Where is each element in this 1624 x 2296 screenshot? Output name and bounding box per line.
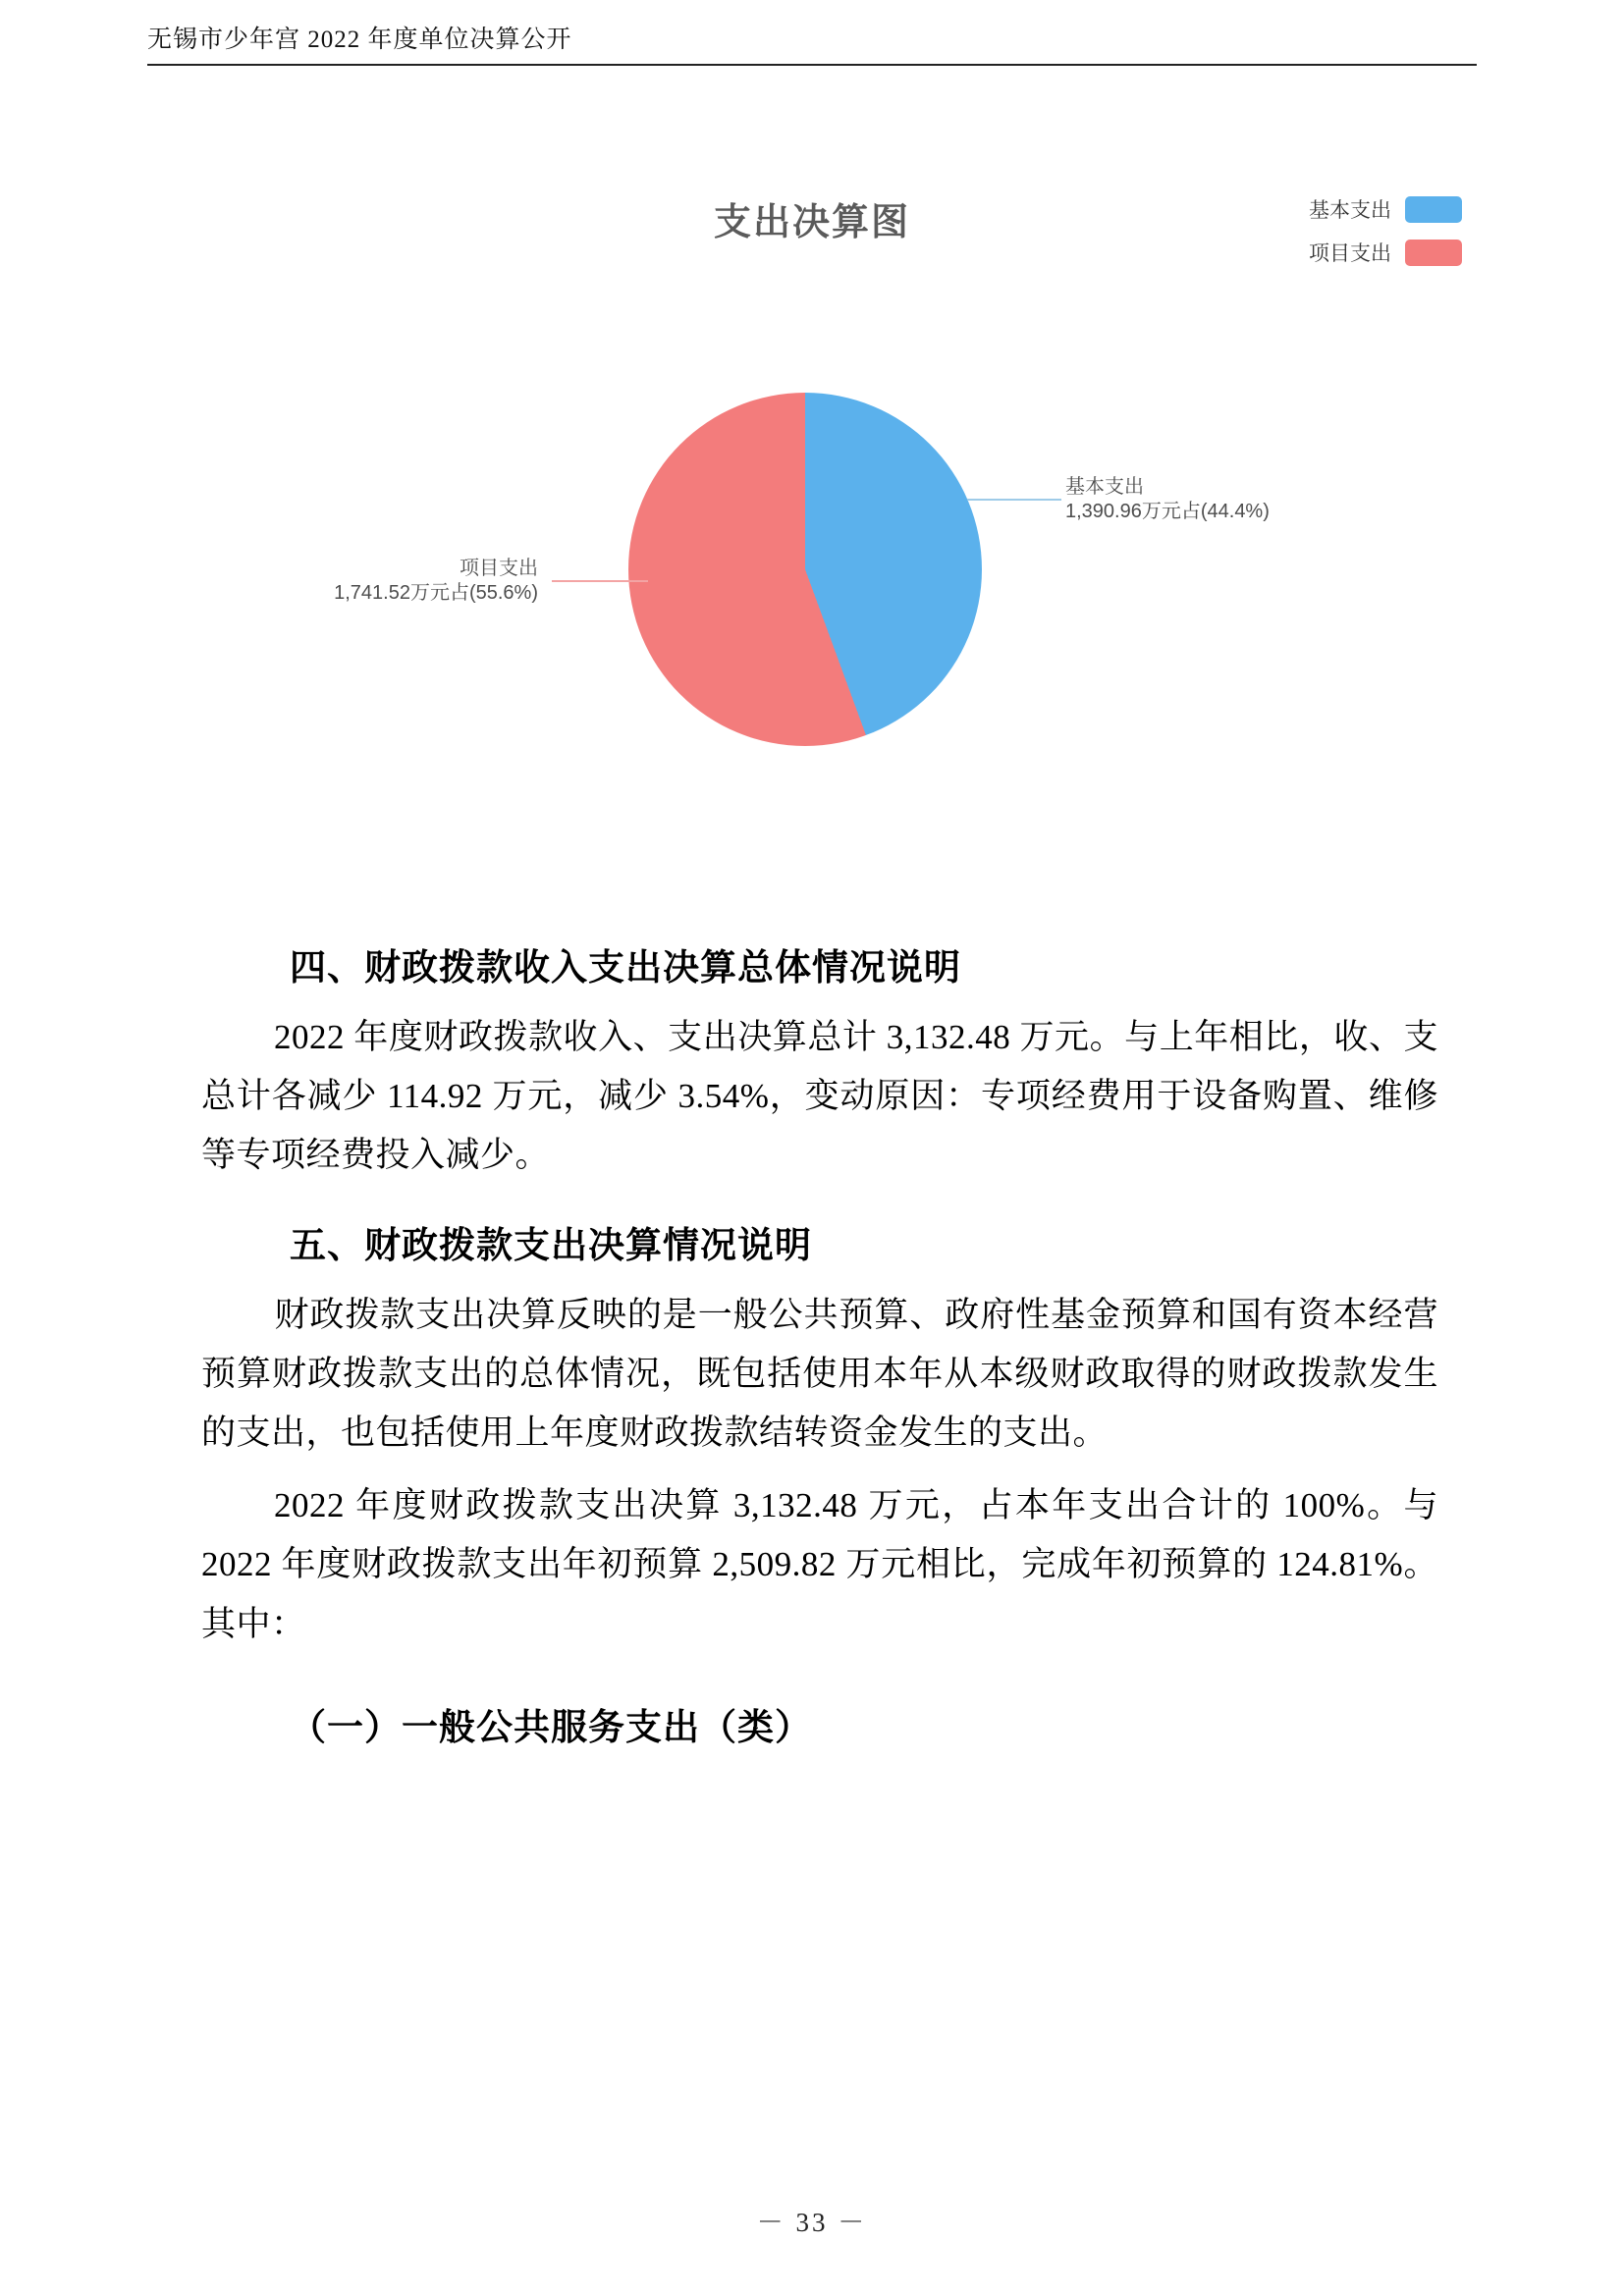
section-4-paragraph-1: [201, 1008, 1438, 1186]
section-heading-5: 五、财政拨款支出决算情况说明: [290, 1225, 812, 1266]
legend-label-basic: 基本支出: [1309, 199, 1391, 222]
legend-entry-project: [1309, 238, 1462, 267]
pie-graphic: [628, 393, 982, 746]
pie-label-basic-name: 基本支出: [1065, 476, 1144, 498]
legend-label-project: 项目支出: [1309, 242, 1391, 265]
pie-label-project-name: 项目支出: [460, 558, 538, 579]
subsection-heading-1: （一）一般公共服务支出（类）: [290, 1707, 812, 1748]
document-body: [201, 937, 1438, 1768]
section-5-paragraph-2-text: 2022 年度财政拨款支出决算 3,132.48 万元，占本年支出合计的 100%。与 2022 年度财政拨款支出年初预算 2,509.82 万元相比，完成年初预算的 124.81%。其中：: [201, 1486, 1438, 1643]
legend-entry-basic: [1309, 194, 1462, 224]
leader-line-basic: [967, 499, 1061, 501]
section-5-paragraph-1: [201, 1286, 1438, 1464]
section-4-paragraph-1-text: 2022 年度财政拨款收入、支出决算总计 3,132.48 万元。与上年相比，收、支总计各减少 114.92 万元，减少 3.54%，变动原因：专项经费用于设备购置、维修等专项经费投入减少。: [201, 1018, 1438, 1175]
legend-swatch-project: [1405, 240, 1462, 266]
spacer: [201, 1668, 1438, 1697]
section-heading-4: 四、财政拨款收入支出决算总体情况说明: [290, 948, 961, 988]
expenditure-pie-chart: [0, 147, 1624, 913]
pie-label-basic-value: 1,390.96万元占(44.4%): [1065, 501, 1270, 522]
page-header: [147, 20, 1477, 69]
legend-swatch-basic: [1405, 196, 1462, 223]
running-title: 无锡市少年宫 2022 年度单位决算公开: [147, 27, 572, 53]
page-number: － 33 －: [756, 2208, 868, 2237]
chart-title: 支出决算图: [713, 202, 910, 243]
pie-label-basic: [1065, 475, 1270, 524]
header-divider: [147, 64, 1477, 66]
chart-legend: [1309, 194, 1462, 267]
spacer: [201, 1200, 1438, 1215]
pie-slices: [628, 393, 982, 746]
pie-label-project: [196, 557, 538, 606]
pie-label-project-value: 1,741.52万元占(55.6%): [334, 582, 538, 604]
section-5-paragraph-1-text: 财政拨款支出决算反映的是一般公共预算、政府性基金预算和国有资本经营预算财政拨款支出的总体情况，既包括使用本年从本级财政取得的财政拨款发生的支出，也包括使用上年度财政拨款结转资金发生的支出。: [201, 1295, 1438, 1452]
section-5-paragraph-2: [201, 1476, 1438, 1654]
leader-line-project: [552, 580, 648, 582]
